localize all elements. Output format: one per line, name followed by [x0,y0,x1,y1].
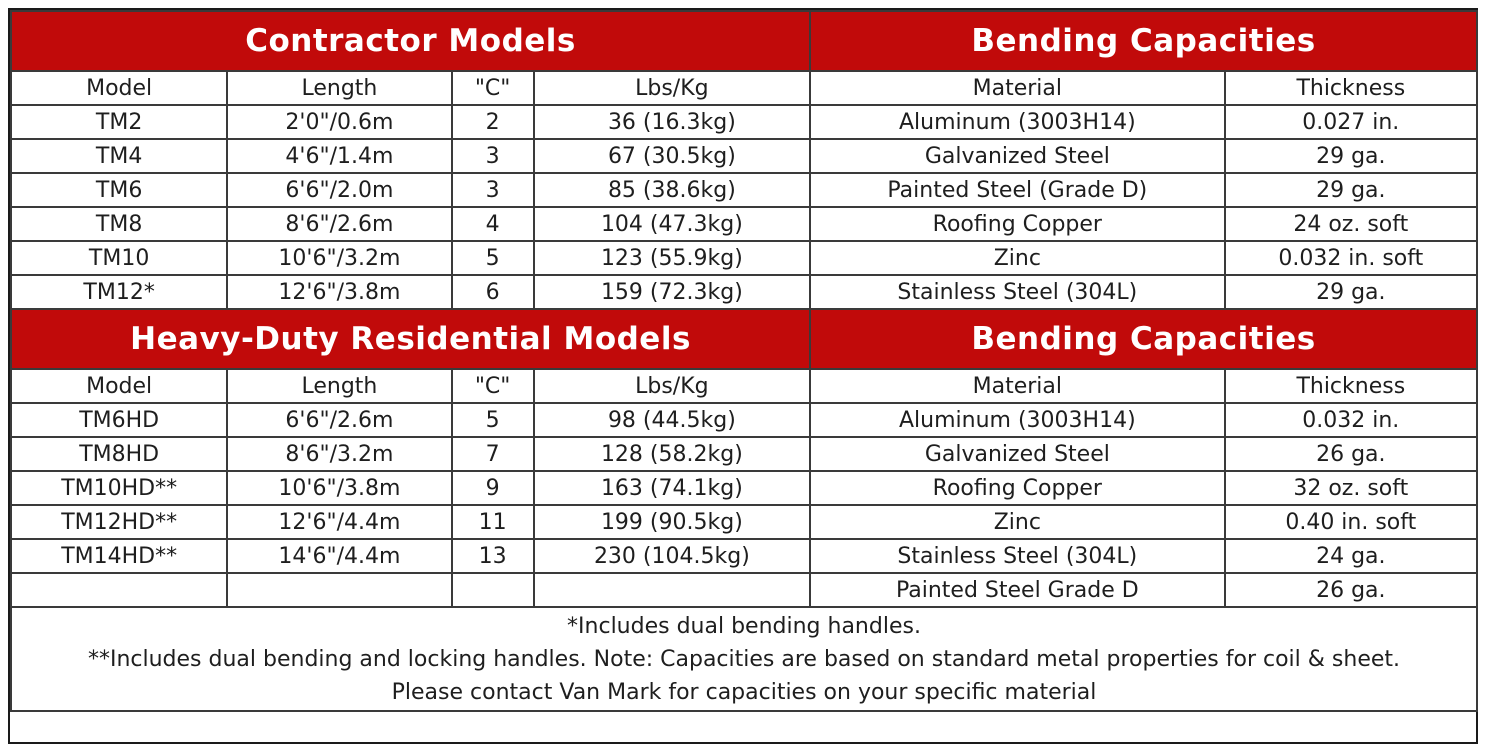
bender-specs-table [10,10,1478,712]
table-cell: 29 ga. [1226,174,1476,206]
table-cell: 26 ga. [1226,574,1476,606]
table-cell [12,574,226,606]
heavy-duty-column-header: Material [811,370,1224,402]
table-row [12,438,1476,470]
table-cell: Roofing Copper [811,208,1224,240]
table-cell: Painted Steel Grade D [811,574,1224,606]
table-cell: TM8 [12,208,226,240]
heavy-duty-column-header: Thickness [1226,370,1476,402]
table-cell: Zinc [811,506,1224,538]
table-row [12,506,1476,538]
table-cell: 199 (90.5kg) [535,506,809,538]
table-cell: TM2 [12,106,226,138]
table-cell: 29 ga. [1226,276,1476,308]
contractor-column-header: "C" [453,72,533,104]
table-row [12,174,1476,206]
table-cell: 6'6"/2.6m [228,404,450,436]
table-cell [535,574,809,606]
contractor-capacities-title: Bending Capacities [811,12,1476,70]
table-cell: 10'6"/3.8m [228,472,450,504]
heavy-duty-column-header-row [12,370,1476,402]
footnote-line3: Please contact Van Mark for capacities on your specific material [391,679,1097,705]
table-cell: 98 (44.5kg) [535,404,809,436]
table-cell: 13 [453,540,533,572]
table-cell: TM10 [12,242,226,274]
table-body [12,12,1476,710]
table-cell: 6 [453,276,533,308]
table-cell: Galvanized Steel [811,140,1224,172]
table-cell: 5 [453,242,533,274]
heavy-duty-column-header: Lbs/Kg [535,370,809,402]
table-cell: 85 (38.6kg) [535,174,809,206]
table-cell: TM14HD** [12,540,226,572]
table-cell: Aluminum (3003H14) [811,404,1224,436]
heavy-duty-capacities-title: Bending Capacities [811,310,1476,368]
table-cell: 67 (30.5kg) [535,140,809,172]
table-cell: Zinc [811,242,1224,274]
table-cell: 2 [453,106,533,138]
contractor-column-header: Thickness [1226,72,1476,104]
table-cell: 123 (55.9kg) [535,242,809,274]
footnote-row [12,608,1476,710]
table-cell: 3 [453,140,533,172]
heavy-duty-title-row [12,310,1476,368]
table-cell: 36 (16.3kg) [535,106,809,138]
table-cell: 4'6"/1.4m [228,140,450,172]
table-cell: Galvanized Steel [811,438,1224,470]
contractor-column-header: Material [811,72,1224,104]
table-cell: 8'6"/2.6m [228,208,450,240]
table-row [12,540,1476,572]
table-cell: 32 oz. soft [1226,472,1476,504]
contractor-column-header: Lbs/Kg [535,72,809,104]
table-cell: 230 (104.5kg) [535,540,809,572]
table-cell [228,574,450,606]
table-cell: 6'6"/2.0m [228,174,450,206]
table-cell: 3 [453,174,533,206]
table-cell: 24 ga. [1226,540,1476,572]
contractor-models-title: Contractor Models [12,12,809,70]
table-cell: 128 (58.2kg) [535,438,809,470]
heavy-duty-column-header: Length [228,370,450,402]
table-row [12,472,1476,504]
table-cell: Stainless Steel (304L) [811,540,1224,572]
table-row [12,574,1476,606]
table-cell: 9 [453,472,533,504]
table-cell: TM6 [12,174,226,206]
heavy-duty-models-title: Heavy-Duty Residential Models [12,310,809,368]
table-cell: 24 oz. soft [1226,208,1476,240]
table-cell: 11 [453,506,533,538]
table-cell: 10'6"/3.2m [228,242,450,274]
table-cell: 14'6"/4.4m [228,540,450,572]
contractor-title-row [12,12,1476,70]
table-cell: 163 (74.1kg) [535,472,809,504]
table-cell: 2'0"/0.6m [228,106,450,138]
table-cell: 104 (47.3kg) [535,208,809,240]
footnote-line2: **Includes dual bending and locking handles. Note: Capacities are based on standard metal properties for coil & sheet. [87,646,1401,672]
table-cell: 4 [453,208,533,240]
table-row [12,208,1476,240]
table-cell: 29 ga. [1226,140,1476,172]
table-cell: 26 ga. [1226,438,1476,470]
table-cell: TM12* [12,276,226,308]
table-cell: 5 [453,404,533,436]
table-cell: Aluminum (3003H14) [811,106,1224,138]
heavy-duty-column-header: "C" [453,370,533,402]
table-cell: 12'6"/3.8m [228,276,450,308]
heavy-duty-column-header: Model [12,370,226,402]
table-cell: 0.40 in. soft [1226,506,1476,538]
table-cell: 12'6"/4.4m [228,506,450,538]
table-row [12,106,1476,138]
contractor-column-header-row [12,72,1476,104]
footnote-line1: *Includes dual bending handles. [567,613,921,639]
contractor-column-header: Model [12,72,226,104]
table-cell: Roofing Copper [811,472,1224,504]
table-cell: Painted Steel (Grade D) [811,174,1224,206]
table-cell: 0.032 in. [1226,404,1476,436]
table-cell: TM6HD [12,404,226,436]
table-cell: 8'6"/3.2m [228,438,450,470]
table-row [12,404,1476,436]
table-cell: 0.027 in. [1226,106,1476,138]
table-cell: TM4 [12,140,226,172]
table-cell: 7 [453,438,533,470]
table-cell: 159 (72.3kg) [535,276,809,308]
table-cell: TM12HD** [12,506,226,538]
table-cell: TM8HD [12,438,226,470]
table-row [12,276,1476,308]
table-cell [453,574,533,606]
footnotes [12,608,1476,710]
contractor-column-header: Length [228,72,450,104]
table-cell: 0.032 in. soft [1226,242,1476,274]
table-cell: Stainless Steel (304L) [811,276,1224,308]
table-row [12,242,1476,274]
table-cell: TM10HD** [12,472,226,504]
table-row [12,140,1476,172]
